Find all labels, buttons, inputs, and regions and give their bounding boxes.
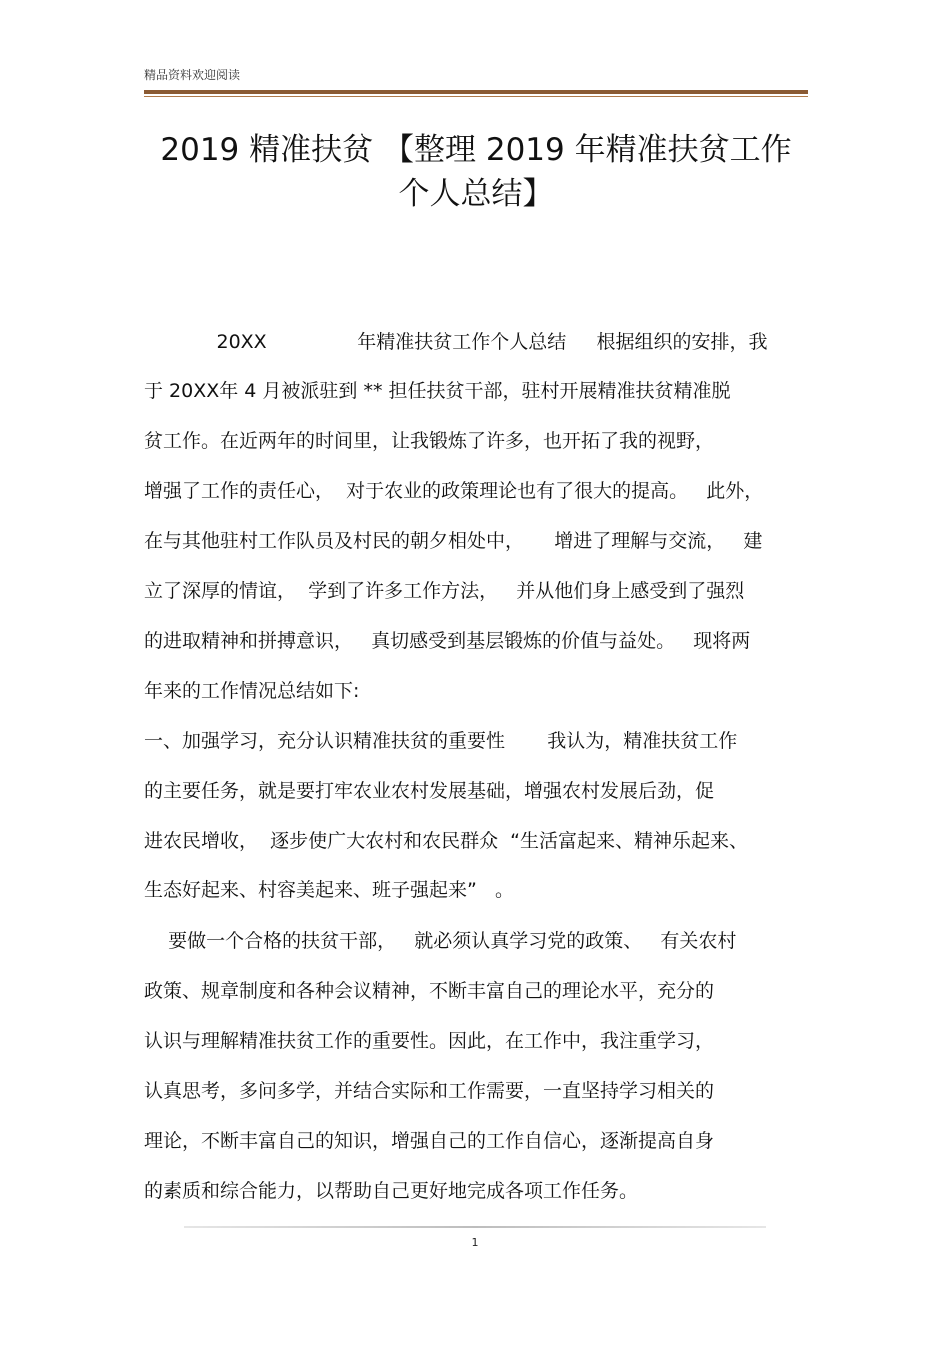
body-line: 于 20XX年 4 月被派驻到 ** 担任扶贫干部，驻村开展精准扶贫精准脱 [144, 380, 731, 402]
body-line: 一、加强学习，充分认识精准扶贫的重要性 我认为，精准扶贫工作 [144, 730, 738, 752]
header-rule-thin [144, 96, 808, 97]
body-line: 在与其他驻村工作队员及村民的朝夕相处中， 增进了理解与交流， 建 [144, 530, 763, 552]
header-text: 精品资料欢迎阅读 [144, 68, 241, 82]
body-line: 的素质和综合能力，以帮助自己更好地完成各项工作任务。 [144, 1180, 639, 1202]
body-line: 年来的工作情况总结如下: [144, 680, 360, 702]
title-line-1: 2019 精准扶贫 【整理 2019 年精准扶贫工作 [160, 132, 792, 168]
body-line: 理论，不断丰富自己的知识，增强自己的工作自信心，逐渐提高自身 [144, 1130, 715, 1152]
body-line: 认识与理解精准扶贫工作的重要性。因此，在工作中，我注重学习， [144, 1030, 715, 1052]
body-line: 增强了工作的责任心， 对于农业的政策理论也有了很大的提高。 此外， [144, 480, 764, 502]
document-title [144, 128, 808, 216]
body-line: 政策、规章制度和各种会议精神，不断丰富自己的理论水平，充分的 [144, 980, 715, 1002]
title-line-2: 个人总结】 [398, 176, 554, 212]
body-line: 的进取精神和拼搏意识， 真切感受到基层锻炼的价值与益处。 现将两 [144, 630, 751, 652]
footer-rule [184, 1226, 766, 1228]
body-line: 贫工作。在近两年的时间里，让我锻炼了许多，也开拓了我的视野， [144, 430, 715, 452]
body-line: 认真思考，多问多学，并结合实际和工作需要，一直坚持学习相关的 [144, 1080, 715, 1102]
body-line: 进农民增收， 逐步使广大农村和农民群众 “生活富起来、精神乐起来、 [144, 830, 749, 852]
header-rule [144, 90, 808, 94]
body-line: 立了深厚的情谊， 学到了许多工作方法， 并从他们身上感受到了强烈 [144, 580, 745, 602]
body-line: 20XX 年精准扶贫工作个人总结 根据组织的安排，我 [144, 331, 768, 353]
body-line: 生态好起来、村容美起来、班子强起来” 。 [144, 879, 514, 901]
page-number: 1 [471, 1236, 479, 1249]
body-line: 的主要任务，就是要打牢农业农村发展基础，增强农村发展后劲，促 [144, 780, 715, 802]
body-line: 要做一个合格的扶贫干部， 就必须认真学习党的政策、 有关农村 [144, 930, 737, 952]
